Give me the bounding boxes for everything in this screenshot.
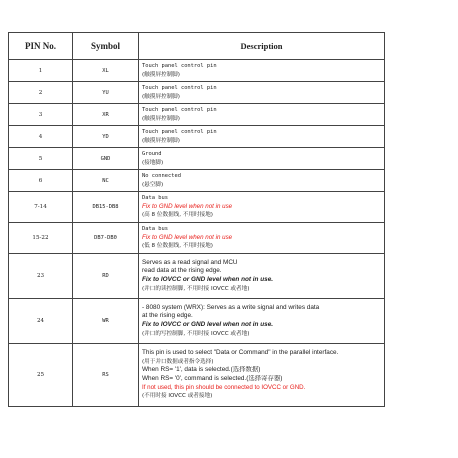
description-line-cn: (不用时接 IOVCC 或者接地): [142, 393, 213, 400]
pin-symbol: RS: [73, 344, 139, 407]
header-description: Description: [139, 33, 385, 60]
description-line-cn: (并口的读控制脚, 不用时接 IOVCC 或者地): [142, 285, 250, 292]
description-line-cn: (并口的写控制脚, 不用时接 IOVCC 或者地): [142, 330, 250, 337]
table-row: [9, 344, 385, 407]
pin-symbol: XR: [73, 104, 139, 126]
pin-number: 23: [9, 254, 73, 299]
table-row: [9, 192, 385, 223]
pin-number: 15-22: [9, 223, 73, 254]
pin-symbol: XL: [73, 60, 139, 82]
pin-number: 24: [9, 299, 73, 344]
pin-description: [139, 82, 385, 104]
description-line: Data bus: [142, 195, 168, 202]
table-row: [9, 82, 385, 104]
pin-description: [139, 223, 385, 254]
description-line: Touch panel control pin: [142, 84, 217, 91]
pin-number: 3: [9, 104, 73, 126]
pin-description: [139, 299, 385, 344]
description-line: Data bus: [142, 226, 168, 233]
description-line-cn: (接地脚): [142, 159, 164, 166]
header-pin-no: PIN No.: [9, 33, 73, 60]
description-line-cn: (触摸屏控制脚): [142, 115, 180, 122]
description-line: When RS= '0', command is selected.(选择寄存器): [142, 375, 283, 382]
description-line: Touch panel control pin: [142, 128, 217, 135]
pin-symbol: DB15-DB8: [73, 192, 139, 223]
header-symbol: Symbol: [73, 33, 139, 60]
table-row: [9, 126, 385, 148]
table-row: [9, 299, 385, 344]
description-line-cn: (用于并口数据或者指令选择): [142, 358, 214, 365]
table-row: [9, 223, 385, 254]
description-line-cn: (触摸屏控制脚): [142, 71, 180, 78]
table-row: [9, 104, 385, 126]
pin-description: [139, 126, 385, 148]
description-line: - 8080 system (WRX): Serves as a write signal and writes data: [142, 303, 320, 311]
unused-note: Fix to IOVCC or GND level when not in use.: [142, 321, 274, 328]
description-line: Touch panel control pin: [142, 62, 217, 69]
description-line-cn: (触摸屏控制脚): [142, 93, 180, 100]
description-line-cn: (悬空脚): [142, 181, 164, 188]
table-row: [9, 148, 385, 170]
pin-number: 25: [9, 344, 73, 407]
description-line-cn: (低 8 位数据线, 不用时接地): [142, 243, 213, 250]
unused-note-red: Fix to GND level when not in use: [142, 233, 233, 241]
pin-number: 4: [9, 126, 73, 148]
description-line: Ground: [142, 150, 162, 157]
description-line: read data at the rising edge.: [142, 267, 222, 275]
pin-symbol: YU: [73, 82, 139, 104]
table-header-row: [9, 33, 385, 60]
pin-description: [139, 60, 385, 82]
pin-description: [139, 254, 385, 299]
pin-number: 2: [9, 82, 73, 104]
pin-description: [139, 148, 385, 170]
pin-description: [139, 104, 385, 126]
table-row: [9, 60, 385, 82]
table-row: [9, 254, 385, 299]
pin-description: [139, 192, 385, 223]
pin-symbol: YD: [73, 126, 139, 148]
unused-note-red: If not used, this pin should be connected to IOVCC or GND.: [142, 383, 306, 391]
description-line: at the rising edge.: [142, 312, 193, 320]
pin-number: 1: [9, 60, 73, 82]
pin-symbol: RD: [73, 254, 139, 299]
description-line: Touch panel control pin: [142, 106, 217, 113]
pin-description: [139, 344, 385, 407]
description-line-cn: (触摸屏控制脚): [142, 137, 180, 144]
pin-symbol: GND: [73, 148, 139, 170]
description-line: Serves as a read signal and MCU: [142, 258, 238, 266]
pin-number: 6: [9, 170, 73, 192]
table-row: [9, 170, 385, 192]
pin-symbol: DB7-DB0: [73, 223, 139, 254]
unused-note-red: Fix to GND level when not in use: [142, 202, 233, 210]
pin-number: 7-14: [9, 192, 73, 223]
description-line: When RS= '1', data is selected.(选择数据): [142, 366, 261, 374]
description-line-cn: (高 8 位数据线, 不用时接地): [142, 212, 213, 219]
pin-symbol: WR: [73, 299, 139, 344]
description-line: This pin is used to select "Data or Command" in the parallel interface.: [142, 349, 339, 357]
pin-description: [139, 170, 385, 192]
description-line: No connected: [142, 172, 181, 179]
pin-number: 5: [9, 148, 73, 170]
unused-note: Fix to IOVCC or GND level when not in use.: [142, 276, 274, 283]
pin-symbol: NC: [73, 170, 139, 192]
pin-description-table: [8, 32, 385, 407]
